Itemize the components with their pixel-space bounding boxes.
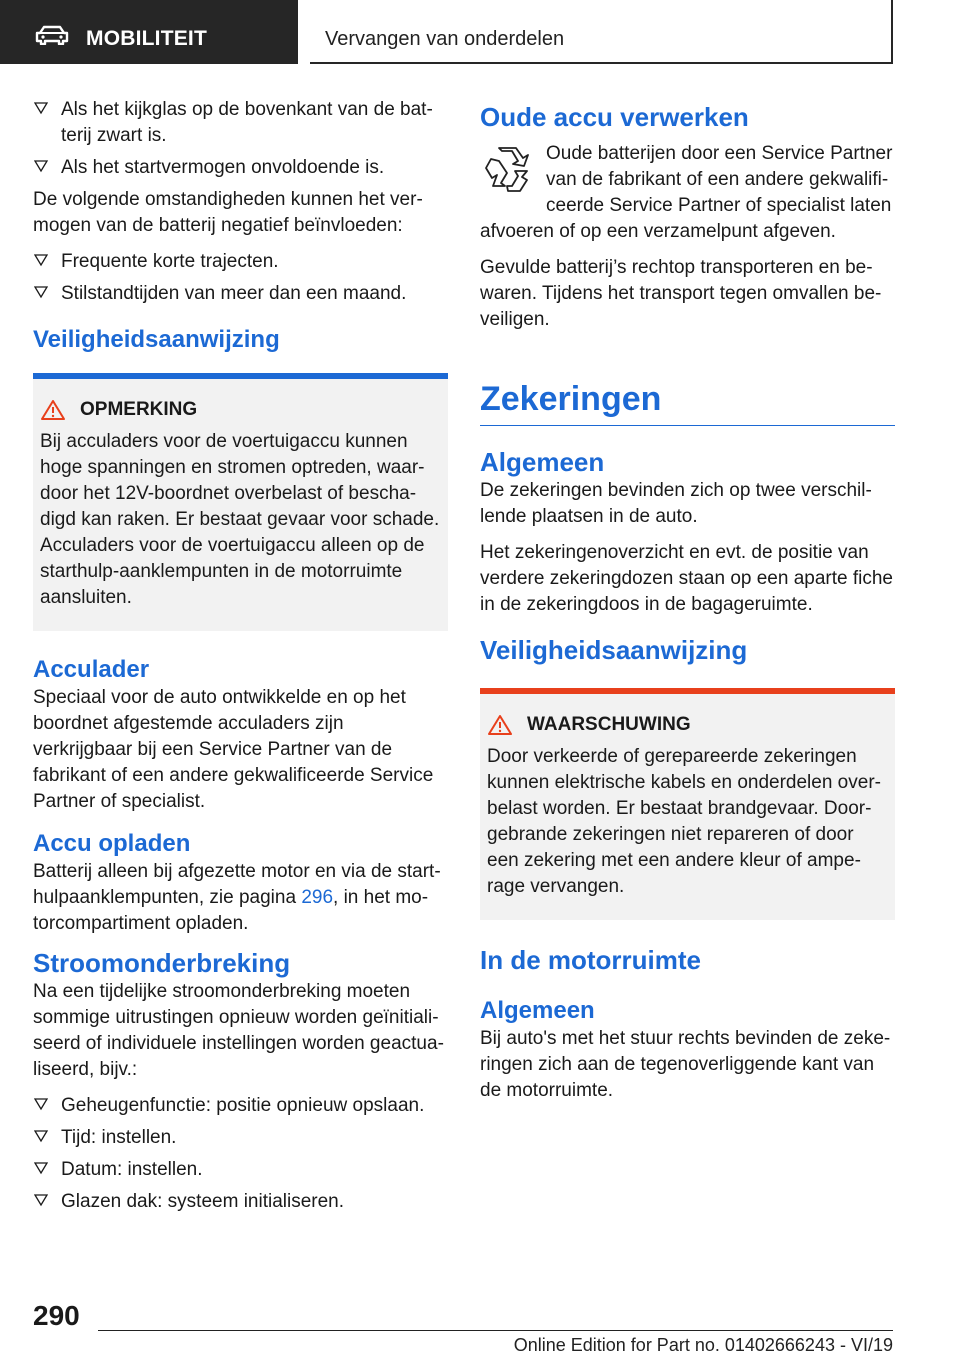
right-column bbox=[480, 97, 895, 1114]
interrupt-text: Na een tijdelijke stroomonderbreking moeten sommige uitrustingen opnieuw worden geïnitialiseerd of individuele instellingen worden geactualiseerd, bijv.: bbox=[33, 981, 444, 1080]
warning-triangle-icon bbox=[40, 399, 66, 421]
triangle-bullet-icon bbox=[34, 253, 48, 267]
triangle-bullet-icon bbox=[34, 1193, 48, 1207]
recycle-icon bbox=[482, 145, 532, 195]
triangle-bullet-icon bbox=[34, 285, 48, 299]
safety-heading-right: Veiligheidsaanwijzing bbox=[480, 635, 748, 665]
disposal-heading: Oude accu verwerken bbox=[480, 102, 749, 132]
list-item bbox=[33, 97, 448, 149]
list-item bbox=[33, 1093, 448, 1119]
charging-heading: Accu opladen bbox=[33, 830, 191, 857]
list-item bbox=[33, 249, 448, 275]
general-text-2: Het zekeringenoverzicht en evt. de positie van verdere zekeringdozen staan op een aparte fiche in de zekeringdoos in de bagageruimte. bbox=[480, 542, 893, 615]
list-item bbox=[33, 155, 448, 181]
disposal-text: Oude batterijen door een Service Partner van de fabrikant of een andere gekwalificeerde Service Partner of specialist laten afvoeren of op een verzamelpunt afgeven. bbox=[480, 143, 893, 242]
warning-title: WAARSCHUWING bbox=[527, 714, 691, 735]
notice-title: OPMERKING bbox=[80, 399, 198, 420]
page-link[interactable]: 296 bbox=[301, 887, 334, 908]
charger-text: Speciaal voor de auto ontwikkelde en op het boordnet afgestemde acculaders zijn verkrijgbaar bij een Service Partner van de fabrikant of een andere gekwalificeerde Service Partner of specialist. bbox=[33, 687, 434, 812]
warning-text: Door verkeerde of gerepareerde zekeringen kunnen elektrische kabels en onderdelen overbelast worden. Er bestaat brandgevaar. Doorgebrande zekeringen niet repareren of door een zekering met een andere kleur of amperage vervangen. bbox=[487, 746, 881, 897]
triangle-bullet-icon bbox=[34, 159, 48, 173]
page-number: 290 bbox=[33, 1300, 80, 1331]
list-item bbox=[33, 1157, 448, 1183]
bullet-list-top bbox=[33, 97, 448, 181]
interrupt-heading: Stroomonderbreking bbox=[33, 948, 291, 978]
car-icon bbox=[34, 25, 70, 45]
bullet-text: Als het startvermogen onvoldoende is. bbox=[61, 157, 385, 178]
engine-text: Bij auto's met het stuur rechts bevinden de zekeringen zich aan de tegenoverliggende kant van de motorruimte. bbox=[480, 1028, 891, 1101]
bullet-list-bottom bbox=[33, 1093, 448, 1215]
chapter-title: Vervangen van onderdelen bbox=[325, 28, 565, 50]
bullet-text: Als het kijkglas op de bovenkant van de batterij zwart is. bbox=[61, 99, 433, 146]
heading-rule bbox=[480, 425, 895, 426]
charging-text: Batterij alleen bij afgezette motor en via de starthulpaanklempunten, zie pagina 296, in het motorcompartiment opladen. bbox=[33, 861, 441, 934]
triangle-bullet-icon bbox=[34, 1161, 48, 1175]
notice-text: Bij acculaders voor de voertuigaccu kunnen hoge spanningen en stromen optreden, waardoor het 12V-boordnet overbelast of beschadigd kan raken. Er bestaat gevaar voor schade. Acculaders voor de voertuigaccu alleen op de starthulp-aanklempunten in de motorruimte aansluiten. bbox=[40, 431, 440, 608]
engine-heading: In de motorruimte bbox=[480, 945, 702, 975]
fuses-heading: Zekeringen bbox=[480, 380, 662, 418]
engine-general-heading: Algemeen bbox=[480, 997, 595, 1024]
triangle-bullet-icon bbox=[34, 1097, 48, 1111]
left-column bbox=[33, 97, 448, 1221]
section-title: MOBILITEIT bbox=[86, 27, 207, 50]
bullet-text: Frequente korte trajecten. bbox=[61, 251, 279, 272]
list-item bbox=[33, 1189, 448, 1215]
general-text-1: De zekeringen bevinden zich op twee verschillende plaatsen in de auto. bbox=[480, 480, 872, 527]
general-heading: Algemeen bbox=[480, 447, 605, 477]
list-item bbox=[33, 281, 448, 307]
safety-heading: Veiligheidsaanwijzing bbox=[33, 326, 280, 353]
warning-box bbox=[480, 688, 895, 920]
bullet-text: Datum: instellen. bbox=[61, 1159, 203, 1180]
bullet-text: Glazen dak: systeem initialiseren. bbox=[61, 1191, 345, 1212]
section-tab bbox=[0, 0, 298, 64]
triangle-bullet-icon bbox=[34, 1129, 48, 1143]
body-paragraph: De volgende omstandigheden kunnen het vermogen van de batterij negatief beïnvloeden: bbox=[33, 189, 423, 236]
bullet-text: Tijd: instellen. bbox=[61, 1127, 177, 1148]
disposal-text-2: Gevulde batterij’s rechtop transporteren en bewaren. Tijdens het transport tegen omvallen beveiligen. bbox=[480, 257, 882, 330]
footer-rule bbox=[98, 1330, 893, 1331]
bullet-text: Geheugenfunctie: positie opnieuw opslaan. bbox=[61, 1095, 425, 1116]
triangle-bullet-icon bbox=[34, 101, 48, 115]
edition-text: Online Edition for Part no. 01402666243 - VI/19 bbox=[513, 1335, 893, 1355]
notice-box bbox=[33, 373, 448, 631]
bullet-text: Stilstandtijden van meer dan een maand. bbox=[61, 283, 407, 304]
charger-heading: Acculader bbox=[33, 656, 150, 683]
list-item bbox=[33, 1125, 448, 1151]
chapter-header bbox=[310, 0, 893, 64]
bullet-list-mid bbox=[33, 249, 448, 307]
warning-triangle-icon bbox=[487, 714, 513, 736]
